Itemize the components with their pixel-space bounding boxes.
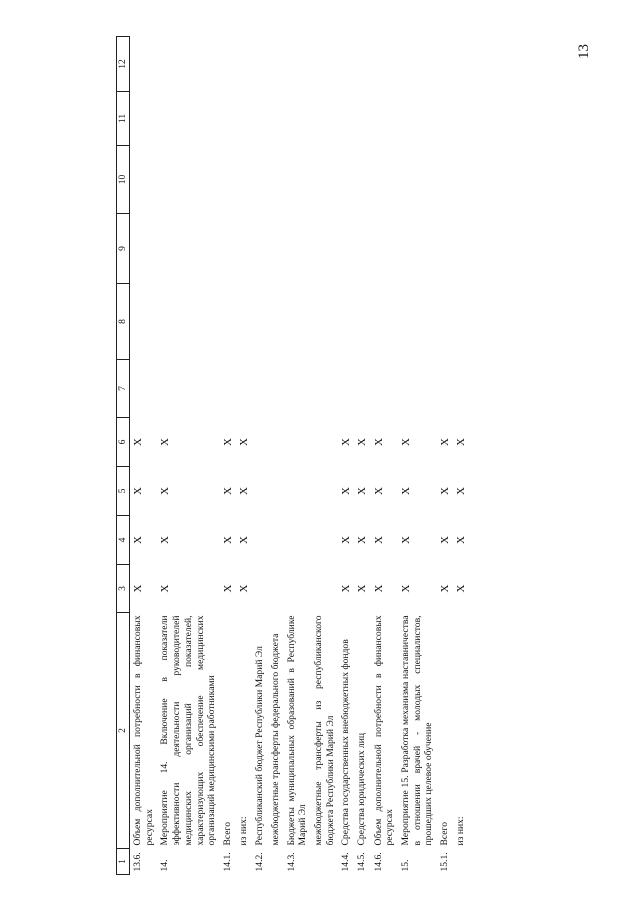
- cell-col-4: [284, 516, 311, 565]
- cell-col-3: X: [340, 584, 353, 593]
- cell-col-4: X: [159, 536, 172, 544]
- cell-col-9: [157, 214, 220, 284]
- cell-col-3: X: [238, 584, 251, 593]
- cell-col-8: [268, 284, 284, 360]
- cell-col-5: [311, 467, 338, 516]
- cell-col-8: [338, 284, 354, 360]
- table-row: [338, 37, 354, 875]
- row-description: Бюджеты муниципальных образований в Республике Марий Эл: [285, 615, 309, 846]
- financing-table: [116, 36, 469, 875]
- cell-col-10: [398, 146, 437, 214]
- cell-col-8: [311, 284, 338, 360]
- cell-col-11: [371, 92, 398, 146]
- cell-col-9: [338, 214, 354, 284]
- cell-col-11: [311, 92, 338, 146]
- cell-col-10: [453, 146, 469, 214]
- cell-col-6: X: [159, 438, 172, 446]
- cell-col-8: [252, 284, 268, 360]
- row-description: Мероприятие 14. Включение в показатели эффективности деятельности руководителей медицинских организаций показателей, характеризующих обеспечение медицинских организаций медицинскими работниками: [159, 615, 218, 846]
- column-header-7: 7: [117, 360, 130, 418]
- column-header-3: 3: [117, 565, 130, 613]
- table-row: [398, 37, 437, 875]
- cell-col-12: [268, 37, 284, 92]
- cell-col-12: [252, 37, 268, 92]
- cell-col-4: X: [340, 536, 353, 544]
- cell-col-10: [268, 146, 284, 214]
- header-row: [117, 37, 130, 875]
- cell-col-3: X: [439, 584, 452, 593]
- cell-col-12: [437, 37, 453, 92]
- cell-col-5: X: [221, 487, 234, 495]
- cell-col-12: [311, 37, 338, 92]
- cell-col-5: X: [372, 487, 385, 495]
- cell-col-12: [284, 37, 311, 92]
- row-number: 14.5.: [356, 852, 368, 872]
- row-number: 13.6.: [132, 852, 143, 872]
- row-number: [236, 849, 252, 875]
- cell-col-3: [268, 565, 284, 613]
- cell-col-4: X: [439, 536, 452, 544]
- cell-col-6: X: [399, 438, 412, 446]
- cell-col-3: X: [159, 584, 172, 593]
- cell-col-6: X: [238, 438, 251, 446]
- cell-col-3: X: [399, 584, 412, 593]
- cell-col-11: [236, 92, 252, 146]
- cell-col-6: [284, 418, 311, 467]
- cell-col-6: X: [132, 438, 144, 446]
- cell-col-9: [311, 214, 338, 284]
- cell-col-7: [236, 360, 252, 418]
- row-description: Всего: [439, 821, 451, 846]
- row-number: [268, 849, 284, 875]
- cell-col-10: [284, 146, 311, 214]
- cell-col-5: [268, 467, 284, 516]
- table-row: [252, 37, 268, 875]
- cell-col-8: [157, 284, 220, 360]
- cell-col-6: X: [340, 438, 353, 446]
- row-description: межбюджетные трансферты федерального бюджета: [269, 633, 281, 846]
- cell-col-11: [284, 92, 311, 146]
- table-row: [220, 37, 236, 875]
- row-number: 14.3.: [285, 852, 297, 872]
- cell-col-11: [252, 92, 268, 146]
- table-row: [437, 37, 453, 875]
- column-header-4: 4: [117, 516, 130, 565]
- row-description: из них:: [455, 816, 467, 846]
- cell-col-11: [157, 92, 220, 146]
- cell-col-7: [437, 360, 453, 418]
- page-number: [572, 36, 596, 66]
- cell-col-6: X: [455, 438, 468, 446]
- cell-col-12: [354, 37, 370, 92]
- cell-col-4: X: [238, 536, 251, 544]
- cell-col-9: [252, 214, 268, 284]
- row-number: [311, 849, 338, 875]
- cell-col-11: [453, 92, 469, 146]
- cell-col-11: [338, 92, 354, 146]
- column-header-11: 11: [117, 92, 130, 146]
- cell-col-12: [130, 37, 158, 92]
- cell-col-8: [398, 284, 437, 360]
- row-description: Объем дополнительной потребности в финансовых ресурсах: [372, 615, 396, 846]
- cell-col-4: X: [372, 536, 385, 544]
- cell-col-6: X: [439, 438, 452, 446]
- row-description: из них:: [238, 816, 250, 846]
- cell-col-4: X: [221, 536, 234, 544]
- cell-col-6: X: [356, 438, 369, 446]
- cell-col-5: X: [132, 487, 144, 495]
- cell-col-12: [371, 37, 398, 92]
- cell-col-8: [130, 284, 158, 360]
- cell-col-8: [437, 284, 453, 360]
- cell-col-10: [220, 146, 236, 214]
- table-row: [130, 37, 158, 875]
- cell-col-5: X: [238, 487, 251, 495]
- cell-col-8: [354, 284, 370, 360]
- cell-col-7: [311, 360, 338, 418]
- row-number: 15.1.: [439, 852, 451, 872]
- cell-col-10: [354, 146, 370, 214]
- table-row: [371, 37, 398, 875]
- cell-col-6: [252, 418, 268, 467]
- cell-col-11: [354, 92, 370, 146]
- cell-col-9: [437, 214, 453, 284]
- cell-col-9: [236, 214, 252, 284]
- cell-col-12: [338, 37, 354, 92]
- column-header-12: 12: [117, 37, 130, 92]
- cell-col-9: [220, 214, 236, 284]
- cell-col-3: X: [372, 584, 385, 593]
- cell-col-9: [284, 214, 311, 284]
- column-header-5: 5: [117, 467, 130, 516]
- cell-col-8: [371, 284, 398, 360]
- cell-col-10: [252, 146, 268, 214]
- cell-col-6: X: [372, 438, 385, 446]
- cell-col-5: X: [159, 487, 172, 495]
- row-number: 14.: [159, 859, 171, 872]
- cell-col-7: [398, 360, 437, 418]
- cell-col-6: [311, 418, 338, 467]
- cell-col-4: X: [356, 536, 369, 544]
- table-row: [268, 37, 284, 875]
- cell-col-4: X: [399, 536, 412, 544]
- column-header-1: 1: [117, 849, 130, 875]
- cell-col-8: [453, 284, 469, 360]
- cell-col-3: X: [132, 584, 144, 593]
- column-header-9: 9: [117, 214, 130, 284]
- cell-col-11: [130, 92, 158, 146]
- row-number: 14.2.: [254, 852, 266, 872]
- row-number: [453, 849, 469, 875]
- cell-col-10: [437, 146, 453, 214]
- row-description: Средства юридических лиц: [356, 733, 368, 846]
- cell-col-12: [157, 37, 220, 92]
- cell-col-7: [354, 360, 370, 418]
- cell-col-5: X: [439, 487, 452, 495]
- cell-col-5: [252, 467, 268, 516]
- cell-col-5: [284, 467, 311, 516]
- cell-col-11: [220, 92, 236, 146]
- row-description: Мероприятие 15. Разработка механизма наставничества в отношении врачей - молодых специалистов, прошедших целевое обучение: [399, 615, 435, 846]
- cell-col-9: [453, 214, 469, 284]
- cell-col-11: [437, 92, 453, 146]
- table-row: [157, 37, 220, 875]
- cell-col-9: [130, 214, 158, 284]
- row-number: 15.: [399, 859, 411, 872]
- table-row: [453, 37, 469, 875]
- column-header-2: 2: [117, 613, 130, 849]
- cell-col-5: X: [340, 487, 353, 495]
- cell-col-9: [371, 214, 398, 284]
- cell-col-7: [284, 360, 311, 418]
- cell-col-10: [157, 146, 220, 214]
- row-description: Объем дополнительной потребности в финансовых ресурсах: [132, 615, 155, 846]
- cell-col-7: [130, 360, 158, 418]
- cell-col-10: [371, 146, 398, 214]
- cell-col-10: [338, 146, 354, 214]
- row-description: Республиканский бюджет Республики Марий Эл: [254, 646, 266, 846]
- column-header-10: 10: [117, 146, 130, 214]
- cell-col-7: [157, 360, 220, 418]
- table-row: [236, 37, 252, 875]
- cell-col-7: [338, 360, 354, 418]
- cell-col-4: [252, 516, 268, 565]
- column-header-6: 6: [117, 418, 130, 467]
- cell-col-3: [284, 565, 311, 613]
- table-header: [117, 37, 130, 875]
- column-header-8: 8: [117, 284, 130, 360]
- cell-col-4: X: [132, 536, 144, 544]
- row-number: 14.1.: [221, 852, 233, 872]
- cell-col-7: [252, 360, 268, 418]
- cell-col-5: X: [399, 487, 412, 495]
- row-description: Средства государственных внебюджетных фондов: [340, 639, 352, 846]
- cell-col-6: X: [221, 438, 234, 446]
- cell-col-9: [398, 214, 437, 284]
- cell-col-5: X: [455, 487, 468, 495]
- row-description: межбюджетные трансферты из республиканского бюджета Республики Марий Эл: [312, 615, 336, 846]
- cell-col-5: X: [356, 487, 369, 495]
- cell-col-10: [236, 146, 252, 214]
- cell-col-10: [130, 146, 158, 214]
- page-number-text: 13: [575, 43, 592, 59]
- cell-col-12: [236, 37, 252, 92]
- cell-col-4: [268, 516, 284, 565]
- cell-col-8: [220, 284, 236, 360]
- cell-col-3: [252, 565, 268, 613]
- cell-col-4: [311, 516, 338, 565]
- cell-col-10: [311, 146, 338, 214]
- table-body: [130, 37, 470, 875]
- cell-col-6: [268, 418, 284, 467]
- cell-col-7: [268, 360, 284, 418]
- cell-col-8: [284, 284, 311, 360]
- cell-col-3: X: [455, 584, 468, 593]
- table-row: [311, 37, 338, 875]
- cell-col-3: X: [221, 584, 234, 593]
- cell-col-7: [220, 360, 236, 418]
- row-number: 14.4.: [340, 852, 352, 872]
- cell-col-3: X: [356, 584, 369, 593]
- cell-col-9: [354, 214, 370, 284]
- row-description: Всего: [221, 821, 233, 846]
- cell-col-12: [220, 37, 236, 92]
- cell-col-4: X: [455, 536, 468, 544]
- cell-col-11: [398, 92, 437, 146]
- cell-col-8: [236, 284, 252, 360]
- cell-col-7: [453, 360, 469, 418]
- cell-col-3: [311, 565, 338, 613]
- rotated-page-content: [116, 37, 558, 875]
- cell-col-12: [453, 37, 469, 92]
- cell-col-12: [398, 37, 437, 92]
- table-row: [284, 37, 311, 875]
- table-row: [354, 37, 370, 875]
- cell-col-9: [268, 214, 284, 284]
- cell-col-11: [268, 92, 284, 146]
- row-number: 14.6.: [372, 852, 384, 872]
- cell-col-7: [371, 360, 398, 418]
